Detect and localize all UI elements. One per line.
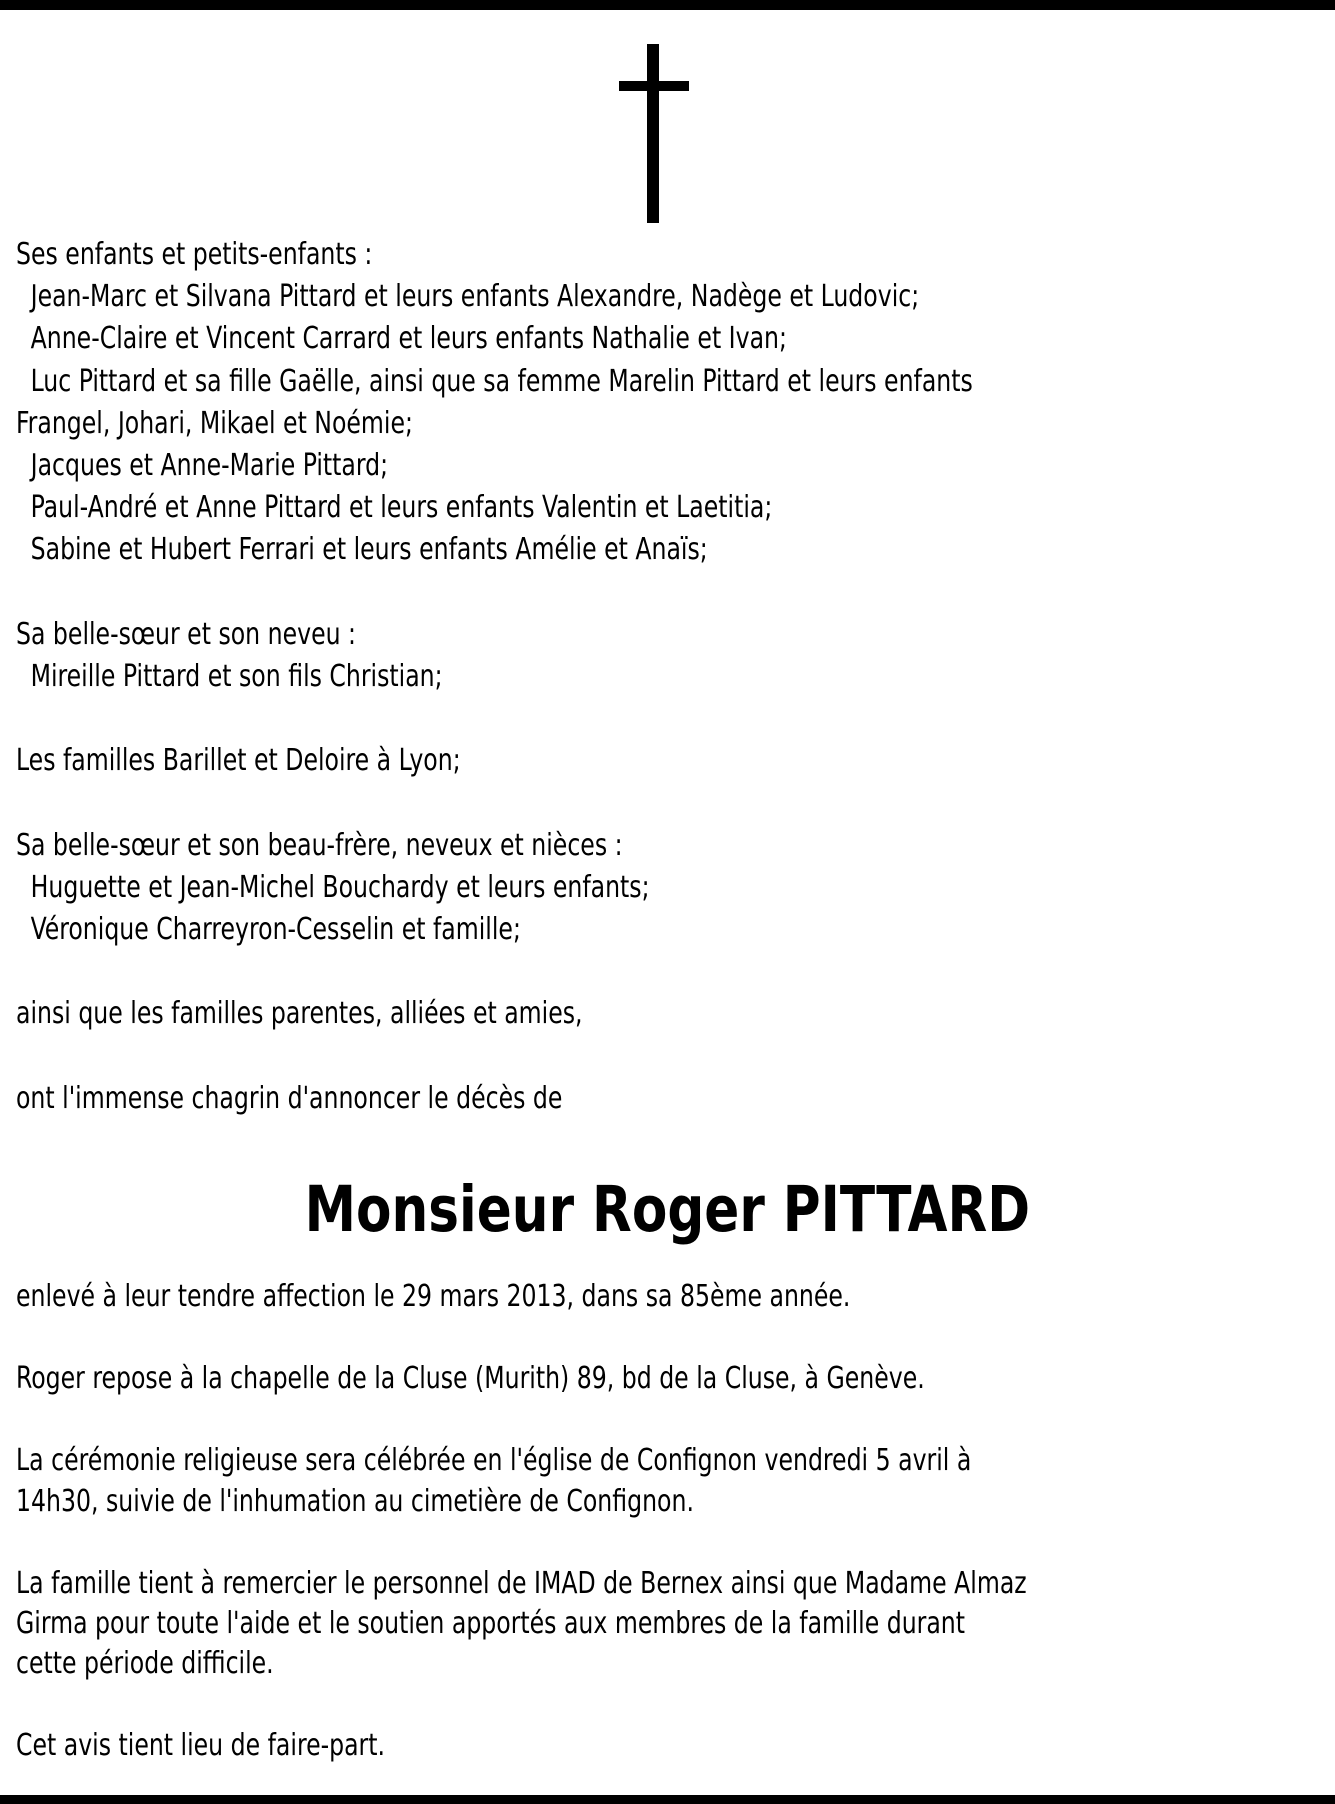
family-line: Jean-Marc et Silvana Pittard et leurs enfants Alexandre, Nadège et Ludovic; [30,279,920,315]
passing-line: enlevé à leur tendre affection le 29 mars 2013, dans sa 85ème année. [16,1279,851,1314]
section-intro-sister-brother-in-law: Sa belle-sœur et son beau-frère, neveux et nièces : [16,827,623,863]
section-intro-sister-in-law-nephew: Sa belle-sœur et son neveu : [16,616,357,652]
family-line: Véronique Charreyron-Cesselin et famille; [30,912,521,947]
family-line: Sabine et Hubert Ferrari et leurs enfants Amélie et Anaïs; [30,532,708,568]
deceased-name-heading [0,1170,1335,1250]
family-list [16,234,1143,1120]
announcement-line: ont l'immense chagrin d'annoncer le décès de [16,1080,563,1116]
rest-location-line: Roger repose à la chapelle de la Cluse (Murith) 89, bd de la Cluse, à Genève. [16,1361,925,1397]
family-line: Mireille Pittard et son fils Christian; [30,658,443,694]
thanks-line: Girma pour toute l'aide et le soutien apportés aux membres de la famille durant [16,1605,966,1641]
ceremony-line: La cérémonie religieuse sera célébrée en l'église de Confignon vendredi 5 avril à [16,1443,972,1479]
cross-icon [0,0,1335,230]
section-intro-children: Ses enfants et petits-enfants : [16,237,373,272]
bottom-border-rule [0,1795,1335,1804]
family-line: Paul-André et Anne Pittard et leurs enfants Valentin et Laetitia; [30,490,773,526]
deceased-name: Monsieur Roger PITTARD [304,1173,1031,1246]
family-line-continuation: Frangel, Johari, Mikael et Noémie; [16,405,413,441]
ceremony-line: 14h30, suivie de l'inhumation au cimetière de Confignon. [16,1483,694,1519]
closing-family-line: ainsi que les familles parentes, alliées et amies, [16,996,583,1032]
family-line: Anne-Claire et Vincent Carrard et leurs enfants Nathalie et Ivan; [30,321,787,357]
family-line: Jacques et Anne-Marie Pittard; [30,447,389,483]
family-line: Huguette et Jean-Michel Bouchardy et leurs enfants; [30,869,650,905]
notice-line: Cet avis tient lieu de faire-part. [16,1728,385,1764]
section-intro-families-lyon: Les familles Barillet et Deloire à Lyon; [16,743,461,779]
family-line: Luc Pittard et sa fille Gaëlle, ainsi que sa femme Marelin Pittard et leurs enfants [30,363,973,399]
funeral-details [16,1277,1143,1767]
thanks-line: cette période difficile. [16,1646,274,1682]
thanks-line: La famille tient à remercier le personnel de IMAD de Bernex ainsi que Madame Almaz [16,1565,1027,1601]
